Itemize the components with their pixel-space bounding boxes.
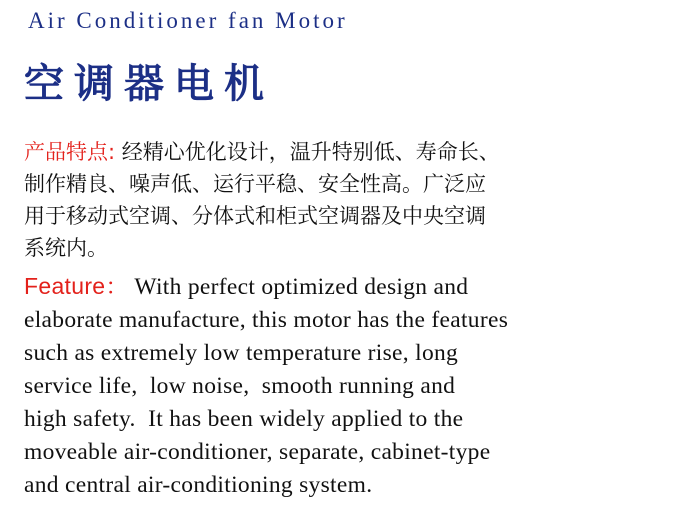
english-subtitle: Air Conditioner fan Motor [28,8,348,33]
english-line-5: high safety. It has been widely applied to the [24,406,464,432]
english-line-6: moveable air-conditioner, separate, cabinet-type [24,439,491,465]
chinese-line-4: 系统内。 [24,236,108,260]
english-line-1 [24,270,684,304]
english-line-1-text: With perfect optimized design and [128,274,469,300]
chinese-feature-label: 产品特点: [24,140,116,164]
english-line-3: such as extremely low temperature rise, long [24,340,459,366]
chinese-description [24,136,584,264]
chinese-line-2: 制作精良、噪声低、运行平稳、安全性高。广泛应 [24,172,486,196]
english-line-7: and central air-conditioning system. [24,472,373,498]
chinese-line-3: 用于移动式空调、分体式和柜式空调器及中央空调 [24,204,486,228]
english-line-4: service life, low noise, smooth running and [24,373,456,399]
english-line-2: elaborate manufacture, this motor has the features [24,307,509,333]
chinese-line-1 [24,136,584,168]
chinese-line-1-text: 经精心优化设计，温升特别低、寿命长、 [115,140,500,164]
chinese-title: 空调器电机 [24,61,274,107]
english-feature-label: Feature： [24,273,129,299]
english-description [24,270,684,502]
